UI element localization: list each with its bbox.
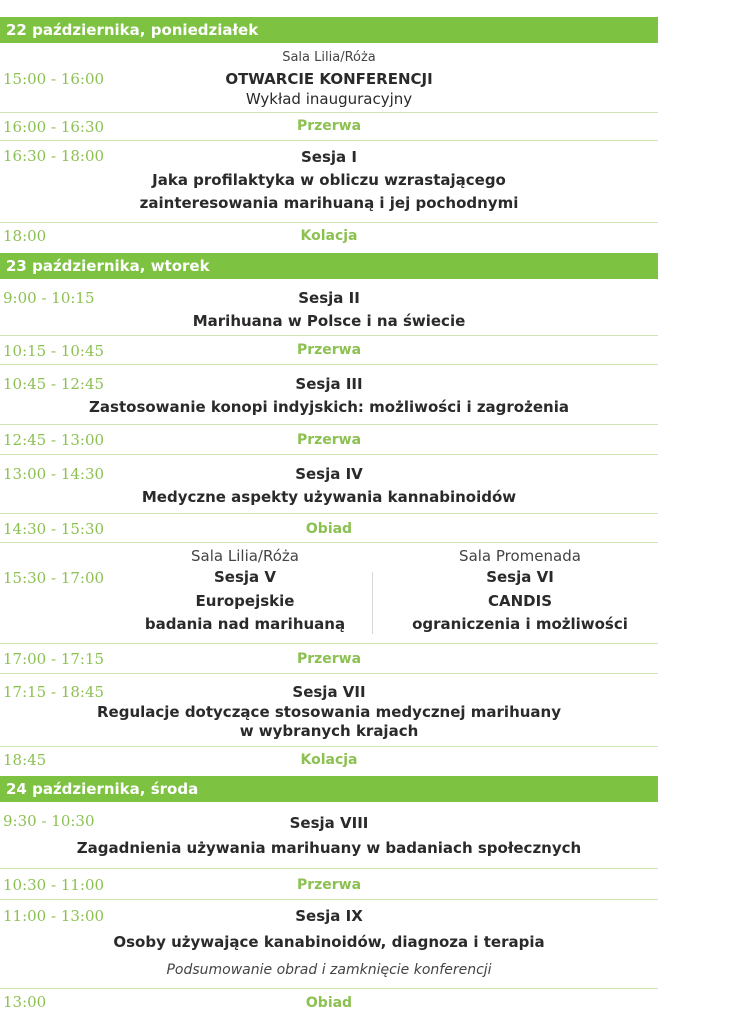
break-label: Przerwa	[296, 342, 362, 358]
break-label: Przerwa	[296, 118, 362, 134]
divider	[0, 424, 658, 425]
session-topic-right: CANDIS	[487, 592, 552, 610]
divider	[0, 643, 658, 644]
room-label: Sala Lilia/Róża	[282, 50, 376, 65]
divider	[0, 988, 658, 989]
session-title: OTWARCIE KONFERENCJI	[225, 70, 433, 88]
session-topic: zainteresowania marihuaną i jej pochodnymi	[139, 194, 519, 212]
time-slot: 10:45 - 12:45	[3, 375, 105, 393]
time-slot: 10:30 - 11:00	[3, 876, 105, 894]
divider	[0, 513, 658, 514]
divider	[0, 454, 658, 455]
session-topic: Zagadnienia używania marihuany w badaniach społecznych	[76, 839, 582, 857]
divider	[0, 542, 658, 543]
meal-label: Kolacja	[300, 752, 358, 768]
day-header-2: 23 października, wtorek	[0, 253, 658, 279]
divider	[0, 112, 658, 113]
meal-label: Obiad	[305, 995, 353, 1011]
break-label: Przerwa	[296, 432, 362, 448]
time-slot: 14:30 - 15:30	[3, 520, 105, 538]
time-slot: 16:00 - 16:30	[3, 118, 105, 136]
session-topic-left: badania nad marihuaną	[144, 615, 346, 633]
divider	[0, 673, 658, 674]
closing-note: Podsumowanie obrad i zamknięcie konferencji	[166, 962, 492, 978]
time-slot: 12:45 - 13:00	[3, 431, 105, 449]
session-title: Sesja I	[301, 148, 357, 166]
time-slot: 11:00 - 13:00	[3, 907, 105, 925]
time-slot: 13:00 - 14:30	[3, 465, 105, 483]
session-title-left: Sesja V	[214, 568, 276, 586]
session-topic-right: ograniczenia i możliwości	[412, 615, 628, 633]
session-title: Sesja IV	[295, 465, 363, 483]
session-title-right: Sesja VI	[486, 568, 554, 586]
meal-label: Obiad	[305, 521, 353, 537]
session-topic: w wybranych krajach	[239, 722, 419, 740]
room-label-right: Sala Promenada	[459, 547, 581, 565]
day-header-3: 24 października, środa	[0, 776, 658, 802]
session-title: Sesja VII	[292, 683, 366, 701]
room-label-left: Sala Lilia/Róża	[191, 547, 299, 565]
meal-label: Kolacja	[300, 228, 358, 244]
session-title: Sesja VIII	[289, 814, 369, 832]
break-label: Przerwa	[296, 651, 362, 667]
session-topic-left: Europejskie	[195, 592, 295, 610]
session-title: Sesja III	[295, 375, 363, 393]
divider	[0, 868, 658, 869]
divider	[0, 335, 658, 336]
session-topic: Zastosowanie konopi indyjskich: możliwości i zagrożenia	[89, 398, 569, 416]
day-header-1: 22 października, poniedziałek	[0, 17, 658, 43]
divider	[0, 140, 658, 141]
time-slot: 9:00 - 10:15	[3, 289, 95, 307]
time-slot: 17:00 - 17:15	[3, 650, 105, 668]
time-slot: 13:00	[3, 993, 47, 1011]
session-title: Sesja II	[298, 289, 360, 307]
time-slot: 10:15 - 10:45	[3, 342, 105, 360]
session-topic: Marihuana w Polsce i na świecie	[192, 312, 466, 330]
time-slot: 16:30 - 18:00	[3, 147, 105, 165]
column-divider	[372, 572, 373, 634]
session-subtitle: Wykład inauguracyjny	[245, 90, 413, 108]
time-slot: 17:15 - 18:45	[3, 683, 105, 701]
divider	[0, 746, 658, 747]
break-label: Przerwa	[296, 877, 362, 893]
session-topic: Osoby używające kanabinoidów, diagnoza i terapia	[113, 933, 545, 951]
divider	[0, 364, 658, 365]
divider	[0, 222, 658, 223]
time-slot: 18:45	[3, 751, 47, 769]
time-slot: 9:30 - 10:30	[3, 812, 95, 830]
session-topic: Medyczne aspekty używania kannabinoidów	[141, 488, 517, 506]
time-slot: 15:30 - 17:00	[3, 569, 105, 587]
divider	[0, 899, 658, 900]
session-topic: Regulacje dotyczące stosowania medycznej marihuany	[96, 703, 562, 721]
session-topic: Jaka profilaktyka w obliczu wzrastającego	[152, 171, 506, 189]
session-title: Sesja IX	[295, 907, 363, 925]
time-slot: 15:00 - 16:00	[3, 70, 105, 88]
time-slot: 18:00	[3, 227, 47, 245]
